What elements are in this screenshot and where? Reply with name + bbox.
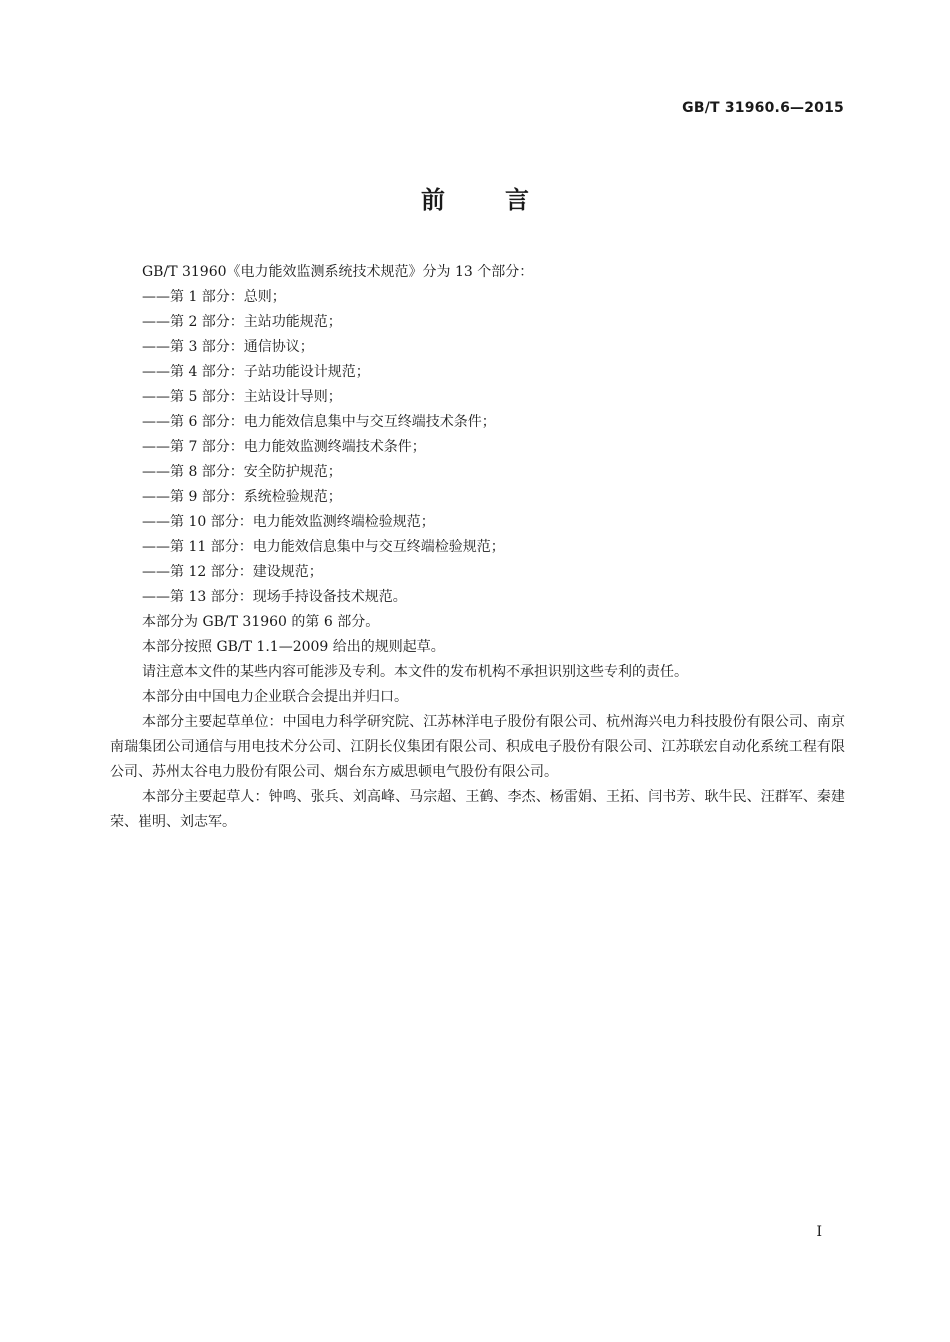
intro-paragraph: GB/T 31960《电力能效监测系统技术规范》分为 13 个部分：: [142, 264, 534, 280]
part-number-paragraph: 本部分为 GB/T 31960 的第 6 部分。: [142, 614, 380, 630]
page-number: I: [816, 1224, 822, 1240]
drafters-paragraph: 本部分主要起草人：钟鸣、张兵、刘高峰、马宗超、王鹤、李杰、杨雷娟、王拓、闫书芳、耿牛民、汪群军、秦建荣、崔明、刘志军。: [110, 789, 845, 830]
list-item: ——第 10 部分：电力能效监测终端检验规范；: [142, 514, 435, 530]
list-item: ——第 1 部分：总则；: [142, 289, 286, 305]
list-item: ——第 3 部分：通信协议；: [142, 339, 314, 355]
list-item: ——第 5 部分：主站设计导则；: [142, 389, 342, 405]
list-item: ——第 2 部分：主站功能规范；: [142, 314, 342, 330]
list-item: ——第 12 部分：建设规范；: [142, 564, 323, 580]
list-item: ——第 6 部分：电力能效信息集中与交互终端技术条件；: [142, 414, 496, 430]
foreword-body: [110, 260, 845, 835]
drafting-units-paragraph: 本部分主要起草单位：中国电力科学研究院、江苏林洋电子股份有限公司、杭州海兴电力科技股份有限公司、南京南瑞集团公司通信与用电技术分公司、江阴长仪集团有限公司、积成电子股份有限公司、江苏联宏自动化系统工程有限公司、苏州太谷电力股份有限公司、烟台东方威思顿电气股份有限公司。: [110, 714, 845, 780]
list-item: ——第 11 部分：电力能效信息集中与交互终端检验规范；: [142, 539, 505, 555]
patent-notice-paragraph: 请注意本文件的某些内容可能涉及专利。本文件的发布机构不承担识别这些专利的责任。: [142, 664, 688, 680]
page-title: 前言: [421, 186, 589, 214]
standard-code: GB/T 31960.6—2015: [682, 100, 844, 116]
list-item: ——第 8 部分：安全防护规范；: [142, 464, 342, 480]
list-item: ——第 7 部分：电力能效监测终端技术条件；: [142, 439, 426, 455]
drafting-rules-paragraph: 本部分按照 GB/T 1.1—2009 给出的规则起草。: [142, 639, 445, 655]
list-item: ——第 13 部分：现场手持设备技术规范。: [142, 589, 407, 605]
list-item: ——第 9 部分：系统检验规范；: [142, 489, 342, 505]
proposer-paragraph: 本部分由中国电力企业联合会提出并归口。: [142, 689, 408, 705]
parts-list: [110, 285, 845, 610]
list-item: ——第 4 部分：子站功能设计规范；: [142, 364, 370, 380]
